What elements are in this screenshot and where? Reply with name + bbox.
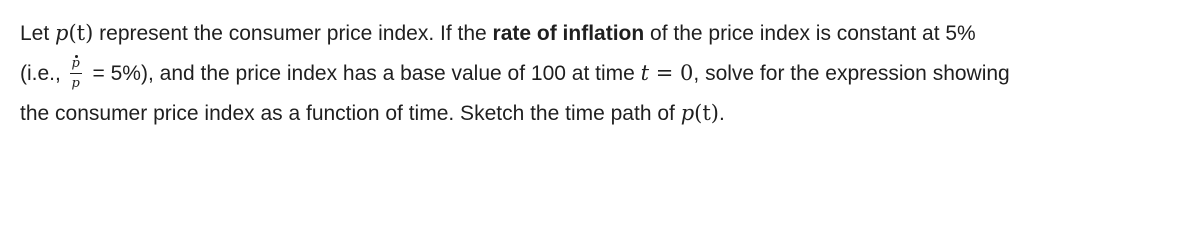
problem-line-1 bbox=[20, 16, 1190, 56]
math-t: t bbox=[640, 61, 650, 85]
problem-line-3 bbox=[20, 96, 1190, 136]
bold-term: rate of inflation bbox=[492, 22, 645, 45]
text-segment: . bbox=[718, 102, 725, 125]
math-p: p bbox=[680, 101, 695, 125]
math-p: p bbox=[55, 21, 69, 45]
problem-line-2 bbox=[20, 56, 1190, 96]
fraction-bar bbox=[70, 73, 82, 74]
text-segment: of the price index is constant at 5% bbox=[644, 22, 976, 45]
math-t-arg: (t) bbox=[68, 21, 94, 45]
fraction-numerator: p bbox=[71, 56, 80, 71]
text-segment: the consumer price index as a function of time. Sketch the time path of bbox=[20, 102, 681, 125]
problem-text bbox=[20, 16, 1190, 136]
math-zero: 0 bbox=[680, 61, 694, 85]
text-segment: (i.e., bbox=[20, 62, 67, 85]
text-segment: Let bbox=[20, 22, 56, 45]
text-segment: = 5%), and the price index has a base value of 100 at time bbox=[86, 62, 641, 85]
fraction-denominator: p bbox=[71, 76, 80, 91]
fraction-pdot-over-p bbox=[69, 56, 83, 90]
math-t-arg: (t) bbox=[694, 101, 719, 125]
text-segment: , solve for the expression showing bbox=[693, 62, 1010, 85]
text-segment: represent the consumer price index. If the bbox=[93, 22, 493, 45]
math-equals: = bbox=[649, 61, 681, 85]
